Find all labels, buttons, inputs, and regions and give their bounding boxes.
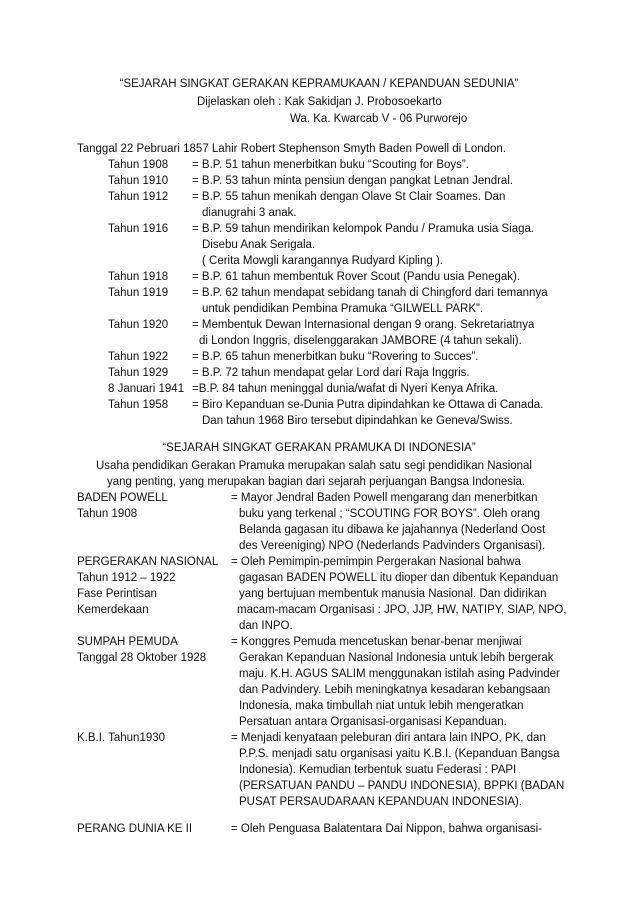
entry-text: maju. K.H. AGUS SALIM menggunakan istilah asing Padvinder — [239, 668, 560, 680]
timeline-text: = B.P. 72 tahun mendapat gelar Lord dari Raja Inggris. — [192, 367, 470, 379]
entry-text: Indonesia). Kemudian terbentuk suatu Federasi : PAPI — [239, 764, 517, 776]
timeline-year: Tahun 1918 — [108, 271, 169, 283]
entry-label: Tahun 1912 – 1922 — [77, 572, 176, 584]
timeline-year: Tahun 1910 — [108, 175, 169, 187]
entry-label: SUMPAH PEMUDA — [77, 636, 178, 648]
timeline-text: untuk pendidikan Pembina Pramuka “GILWELL PARK”. — [202, 303, 484, 315]
entry-label: BADEN POWELL — [77, 492, 168, 504]
timeline-year: 8 Januari 1941 — [108, 383, 185, 395]
entry-text: Persatuan antara Organisasi-organisasi Kepanduan. — [239, 716, 507, 728]
entry-text: P.P.S. menjadi satu organisasi yaitu K.B.I. (Kepanduan Bangsa — [239, 748, 560, 760]
entry-label: Tahun 1908 — [77, 508, 138, 520]
intro-line: Tanggal 22 Pebruari 1857 Lahir Robert Stephenson Smyth Baden Powell di London. — [77, 143, 506, 155]
author-position: Wa. Ka. Kwarcab V - 06 Purworejo — [290, 113, 468, 125]
entry-label: Fase Perintisan — [77, 588, 157, 600]
entry-label: PERGERAKAN NASIONAL — [77, 556, 219, 568]
entry-label: K.B.I. Tahun1930 — [77, 732, 166, 744]
entry-text: yang bertujuan membentuk manusia Nasional. Dan didirikan — [239, 588, 547, 600]
entry-text: = Konggres Pemuda mencetuskan benar-benar menjiwai — [231, 636, 522, 648]
timeline-year: Tahun 1908 — [108, 159, 169, 171]
timeline-text: ( Cerita Mowgli karangannya Rudyard Kipling ). — [202, 255, 443, 267]
section-intro: Usaha pendidikan Gerakan Pramuka merupakan salah satu segi pendidikan Nasional — [96, 460, 532, 472]
entry-text: Indonesia, maka timbullah niat untuk lebih mengeratkan — [239, 700, 524, 712]
timeline-text: Dan tahun 1968 Biro tersebut dipindahkan ke Geneva/Swiss. — [202, 415, 513, 427]
timeline-year: Tahun 1929 — [108, 367, 169, 379]
entry-text: Gerakan Kepanduan Nasional Indonesia untuk lebih bergerak — [239, 652, 554, 664]
entry-text: Belanda gagasan itu dibawa ke jajahannya (Nederland Oost — [239, 524, 546, 536]
entry-text: dan Padvindery. Lebih meningkatnya kesadaran kebangsaan — [239, 684, 551, 696]
author-line: Dijelaskan oleh : Kak Sakidjan J. Probosoekarto — [197, 96, 442, 108]
timeline-text: Disebu Anak Serigala. — [202, 239, 316, 251]
entry-text: PUSAT PERSAUDARAAN KEPANDUAN INDONESIA). — [239, 796, 523, 808]
entry-text: = Mayor Jendral Baden Powell mengarang dan menerbitkan — [231, 492, 538, 504]
timeline-year: Tahun 1912 — [108, 191, 169, 203]
entry-text: macam-macam Organisasi : JPO, JJP, HW, NATIPY, SIAP, NPO, — [237, 604, 567, 616]
timeline-year: Tahun 1920 — [108, 319, 169, 331]
entry-text: (PERSATUAN PANDU – PANDU INDONESIA), BPPKI (BADAN — [239, 780, 565, 792]
section-intro: yang penting, yang merupakan bagian dari sejarah perjuangan Bangsa Indonesia. — [107, 476, 526, 488]
timeline-text: = B.P. 61 tahun membentuk Rover Scout (Pandu usia Penegak). — [192, 271, 521, 283]
timeline-year: Tahun 1922 — [108, 351, 169, 363]
timeline-text: = Membentuk Dewan Internasional dengan 9 orang. Sekretariatnya — [192, 319, 535, 331]
entry-label: PERANG DUNIA KE II — [77, 823, 193, 835]
timeline-text: =B.P. 84 tahun meninggal dunia/wafat di Nyeri Kenya Afrika. — [192, 383, 499, 395]
entry-text: gagasan BADEN POWELL itu dioper dan dibentuk Kepanduan — [239, 572, 559, 584]
timeline-text: = Biro Kepanduan se-Dunia Putra dipindahkan ke Ottawa di Canada. — [192, 399, 544, 411]
timeline-text: = B.P. 62 tahun mendapat sebidang tanah di Chingford dari temannya — [192, 287, 548, 299]
entry-text: dan INPO. — [239, 620, 293, 632]
timeline-year: Tahun 1916 — [108, 223, 169, 235]
entry-text: = Oleh Penguasa Balatentara Dai Nippon, bahwa organisasi- — [231, 823, 543, 835]
timeline-text: di London Inggris, diselenggarakan JAMBORE (4 tahun sekali). — [199, 335, 522, 347]
timeline-text: = B.P. 65 tahun menerbitkan buku “Rovering to Succes”. — [192, 351, 479, 363]
entry-text: buku yang terkenal ; “SCOUTING FOR BOYS”. Oleh orang — [239, 508, 541, 520]
entry-label: Kemerdekaan — [77, 604, 149, 616]
timeline-text: = B.P. 53 tahun minta pensiun dengan pangkat Letnan Jendral. — [192, 175, 514, 187]
section-title: “SEJARAH SINGKAT GERAKAN PRAMUKA DI INDONESIA” — [162, 442, 476, 454]
timeline-year: Tahun 1919 — [108, 287, 169, 299]
entry-label: Tanggal 28 Oktober 1928 — [77, 652, 207, 664]
timeline-text: = B.P. 51 tahun menerbitkan buku “Scouting for Boys”. — [192, 159, 469, 171]
entry-text: des Vereeniging) NPO (Nederlands Padvinders Organisasi). — [239, 540, 546, 552]
timeline-text: = B.P. 59 tahun mendirikan kelompok Pandu / Pramuka usia Siaga. — [192, 223, 535, 235]
timeline-text: dianugrahi 3 anak. — [202, 207, 297, 219]
entry-text: = Oleh Pemimpin-pemimpin Pergerakan Nasional bahwa — [231, 556, 521, 568]
timeline-year: Tahun 1958 — [108, 399, 169, 411]
timeline-text: = B.P. 55 tahun menikah dengan Olave St Clair Soames. Dan — [192, 191, 506, 203]
entry-text: = Menjadi kenyataan peleburan diri antara lain INPO, PK, dan — [231, 732, 546, 744]
document-title: “SEJARAH SINGKAT GERAKAN KEPRAMUKAAN / KEPANDUAN SEDUNIA” — [119, 78, 519, 90]
